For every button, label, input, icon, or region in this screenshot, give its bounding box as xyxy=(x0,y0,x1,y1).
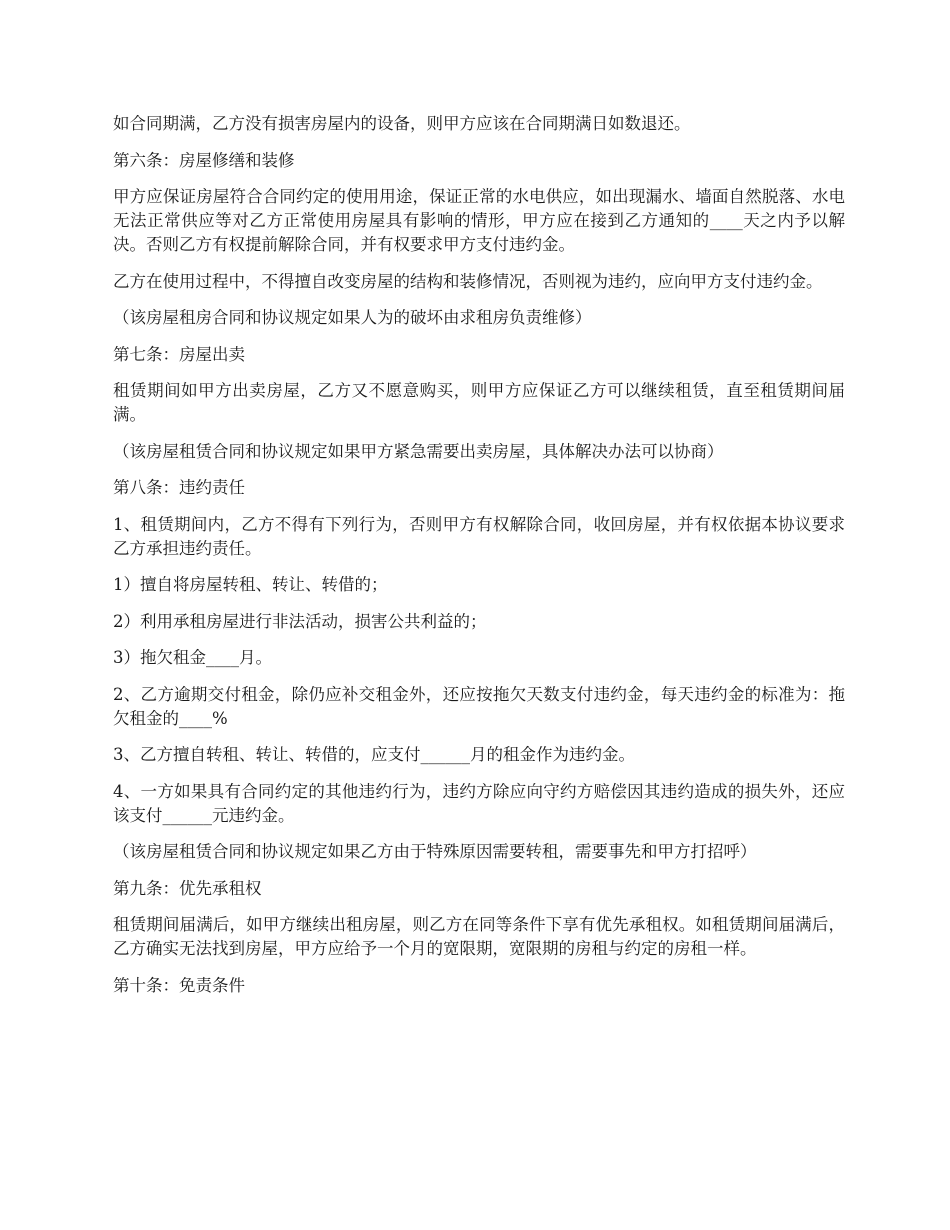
contract-paragraph-priority-lease: 租赁期间届满后，如甲方继续出租房屋，则乙方在同等条件下享有优先承租权。如租赁期间届满后，乙方确实无法找到房屋，甲方应给予一个月的宽限期，宽限期的房租与约定的房租一样。 xyxy=(113,915,845,958)
breach-clause-1: 1、租赁期间内，乙方不得有下列行为，否则甲方有权解除合同，收回房屋，并有权依据本协议要求乙方承担违约责任。 xyxy=(113,514,845,558)
contract-note-damage-repair: （该房屋租房合同和协议规定如果人为的破坏由求租房负责维修） xyxy=(113,308,592,327)
article-7-heading: 第七条：房屋出卖 xyxy=(113,344,245,364)
article-9-heading: 第九条：优先承租权 xyxy=(113,878,262,898)
breach-item-1: 1）擅自将房屋转租、转让、转借的； xyxy=(113,575,388,594)
contract-paragraph-no-alteration: 乙方在使用过程中，不得擅自改变房屋的结构和装修情况，否则视为违约，应向甲方支付违约金。 xyxy=(113,271,823,291)
contract-note-urgent-sale: （该房屋租赁合同和协议规定如果甲方紧急需要出卖房屋，具体解决办法可以协商） xyxy=(113,441,724,461)
contract-paragraph-house-sale: 租赁期间如甲方出卖房屋，乙方又不愿意购买，则甲方应保证乙方可以继续租赁，直至租赁期间届满。 xyxy=(113,381,845,424)
article-6-heading: 第六条：房屋修缮和装修 xyxy=(113,150,295,170)
breach-clause-4: 4、一方如果具有合同约定的其他违约行为，违约方除应向守约方赔偿因其违约造成的损失外，还应该支付______元违约金。 xyxy=(113,781,845,825)
breach-clause-2: 2、乙方逾期交付租金，除仍应补交租金外，还应按拖欠天数支付违约金，每天违约金的标准为：拖欠租金的____% xyxy=(113,684,845,728)
document-page xyxy=(113,112,845,1010)
contract-paragraph-repair-obligation: 甲方应保证房屋符合合同约定的使用用途，保证正常的水电供应，如出现漏水、墙面自然脱落、水电无法正常供应等对乙方正常使用房屋具有影响的情形，甲方应在接到乙方通知的____天之内予以解决。否则乙方有权提前解除合同，并有权要求甲方支付违约金。 xyxy=(113,187,845,254)
contract-note-sublet: （该房屋租赁合同和协议规定如果乙方由于特殊原因需要转租，需要事先和甲方打招呼） xyxy=(113,842,757,861)
contract-paragraph-deposit-refund: 如合同期满，乙方没有损害房屋内的设备，则甲方应该在合同期满日如数退还。 xyxy=(113,114,691,133)
breach-item-3: 3）拖欠租金____月。 xyxy=(113,648,272,667)
article-8-heading: 第八条：违约责任 xyxy=(113,478,245,497)
breach-item-2: 2）利用承租房屋进行非法活动，损害公共利益的； xyxy=(113,611,487,631)
breach-clause-3: 3、乙方擅自转租、转让、转借的，应支付______月的租金作为违约金。 xyxy=(113,745,635,764)
article-10-heading: 第十条：免责条件 xyxy=(113,975,245,995)
